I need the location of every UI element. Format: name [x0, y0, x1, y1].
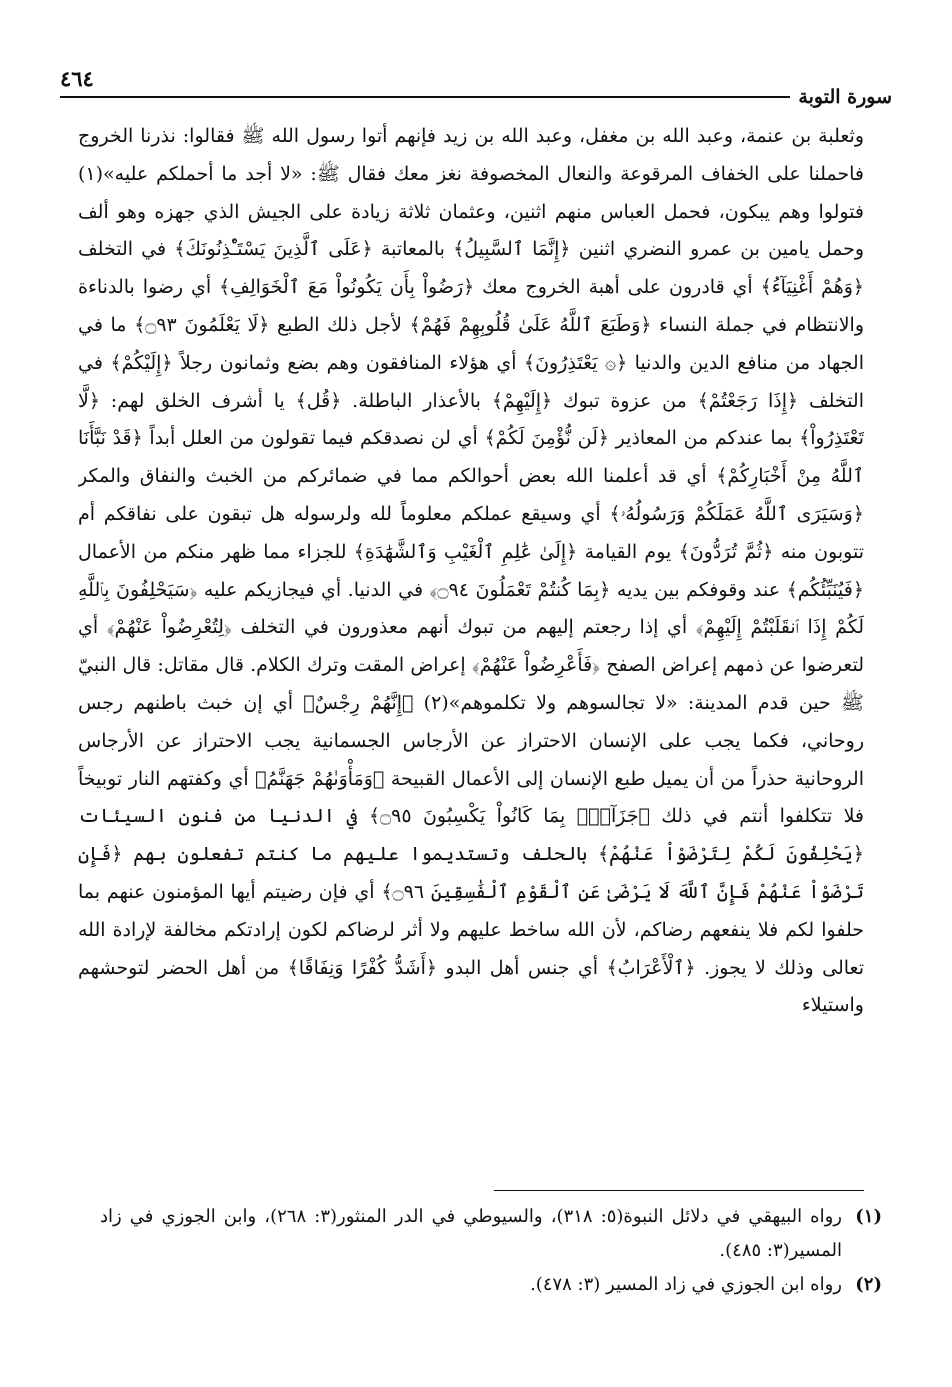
footnote-text: رواه ابن الجوزي في زاد المسير (٣: ٤٧٨). — [530, 1274, 842, 1295]
commentary-paragraph: وثعلبة بن عنمة، وعبد الله بن مغفل، وعبد الله بن زيد فإنهم أتوا رسول الله ﷺ فقالوا: نذرنا الخروج فاحملنا على الخفاف المرقوعة والنعال المخصوفة نغز معك فقال ﷺ: «لا أجد ما أحملكم عليه»(١) فتولوا وهم يبكون، فحمل العباس منهم اثنين، وعثمان ثلاثة زيادة على الجيش الذي جهزه وهو ألف وحمل يامين بن عمرو النضري اثنين ﴿إِنَّمَا ٱلسَّبِيلُ﴾ بالمعاتبة ﴿عَلَى ٱلَّذِينَ يَسْتَـْٔذِنُونَكَ﴾ في التخلف ﴿وَهُمْ أَغْنِيَآءُ﴾ أي قادرون على أهبة الخروج معك ﴿رَضُواْ بِأَن يَكُونُواْ مَعَ ٱلْخَوَالِفِ﴾ أي رضوا بالدناءة والانتظام في جملة النساء ﴿وَطَبَعَ ٱللَّهُ عَلَىٰ قُلُوبِهِمْ فَهُمْ﴾ لأجل ذلك الطبع ﴿لَا يَعْلَمُونَ ۝٩٣﴾ ما في الجهاد من منافع الدين والدنيا ﴿۞ يَعْتَذِرُونَ﴾ أي هؤلاء المنافقون وهم بضع وثمانون رجلاً ﴿إِلَيْكُمْ﴾ في التخلف ﴿إِذَا رَجَعْتُمْ﴾ من عزوة تبوك ﴿إِلَيْهِمْ﴾ بالأعذار الباطلة. ﴿قُل﴾ يا أشرف الخلق لهم: ﴿لَّا تَعْتَذِرُواْ﴾ بما عندكم من المعاذير ﴿لَن نُّؤْمِنَ لَكُمْ﴾ أي لن نصدقكم فيما تقولون من العلل أبداً ﴿قَدْ نَبَّأَنَا ٱللَّهُ مِنْ أَخْبَارِكُمْ﴾ أي قد أعلمنا الله بعض أحوالكم مما في ضمائركم من الخبث والنفاق والمكر ﴿وَسَيَرَى ٱللَّهُ عَمَلَكُمْ وَرَسُولُهُۥ﴾ أي وسيقع عملكم معلوماً لله ولرسوله هل تبقون على نفاقكم أم تتوبون منه ﴿ثُمَّ تُرَدُّونَ﴾ يوم القيامة ﴿إِلَىٰ عَٰلِمِ ٱلْغَيْبِ وَٱلشَّهَٰدَةِ﴾ للجزاء مما ظهر منكم من الأعمال ﴿فَيُنَبِّئُكُم﴾ عند وقوفكم بين يديه ﴿بِمَا كُنتُمْ تَعْمَلُونَ ۝٩٤﴾ في الدنيا. أي فيجازيكم عليه ﴿سَيَحْلِفُونَ بِٱللَّهِ لَكُمْ إِذَا ٱنقَلَبْتُمْ إِلَيْهِمْ﴾ أي إذا رجعتم إليهم من تبوك أنهم معذورون في التخلف ﴿لِتُعْرِضُواْ عَنْهُمْ﴾ أي لتعرضوا عن ذمهم إعراض الصفح ﴿فَأَعْرِضُواْ عَنْهُمْ﴾ إعراض المقت وترك الكلام. قال مقاتل: قال النبيّ ﷺ حين قدم المدينة: «لا تجالسوهم ولا تكلموهم»(٢) ﴿إِنَّهُمْ رِجْسٌ﴾ أي إن خبث باطنهم رجس روحاني، فكما يجب على الإنسان الاحتراز عن الأرجاس الجسمانية يجب الاحتراز عن الأرجاس الروحانية حذراً من أن يميل طبع الإنسان إلى الأعمال القبيحة ﴿وَمَأْوَىٰهُمْ جَهَنَّمُ﴾ أي وكفتهم النار توبيخاً فلا تتكلفوا أنتم في ذلك ﴿جَزَآءًۢ بِمَا كَانُواْ يَكْسِبُونَ ۝٩٥﴾ في الدنيا من فنون السيئات ﴿يَحْلِفُونَ لَكُمْ لِتَرْضَوْاْ عَنْهُمْ﴾ بالحلف وتستديموا عليهم ما كنتم تفعلون بهم ﴿فَإِن تَرْضَوْاْ عَنْهُمْ فَإِنَّ ٱللَّهَ لَا يَرْضَىٰ عَنِ ٱلْقَوْمِ ٱلْفَٰسِقِينَ ۝٩٦﴾ أي فإن رضيتم أيها المؤمنون عنهم بما حلفوا لكم فلا ينفعهم رضاكم، لأن الله ساخط عليهم ولا أثر لرضاكم لكون إرادتكم مخالفة لإرادة الله تعالى وذلك لا يجوز. ﴿ٱلْأَعْرَابُ﴾ أي جنس أهل البدو ﴿أَشَدُّ كُفْرًا وَنِفَاقًا﴾ من أهل الحضر لتوحشهم واستيلاء — [78, 125, 864, 1017]
footnote-mark: (٢) — [855, 1274, 882, 1295]
page-header — [60, 66, 892, 110]
surah-title: سورة التوبة — [798, 86, 892, 108]
commentary-text — [78, 118, 864, 1180]
footnote-separator — [494, 1190, 864, 1191]
footnote-text: رواه البيهقي في دلائل النبوة(٥: ٣١٨)، والسيوطي في الدر المنثور(٣: ٢٦٨)، وابن الجوزي في زاد المسير(٣: ٤٨٥). — [100, 1206, 842, 1261]
header-rule — [60, 96, 790, 98]
footnote-1 — [100, 1200, 882, 1268]
page-number: ٤٦٤ — [60, 66, 94, 91]
footnote-2 — [100, 1268, 882, 1302]
footnotes — [100, 1200, 882, 1302]
footnote-mark: (١) — [855, 1206, 882, 1227]
